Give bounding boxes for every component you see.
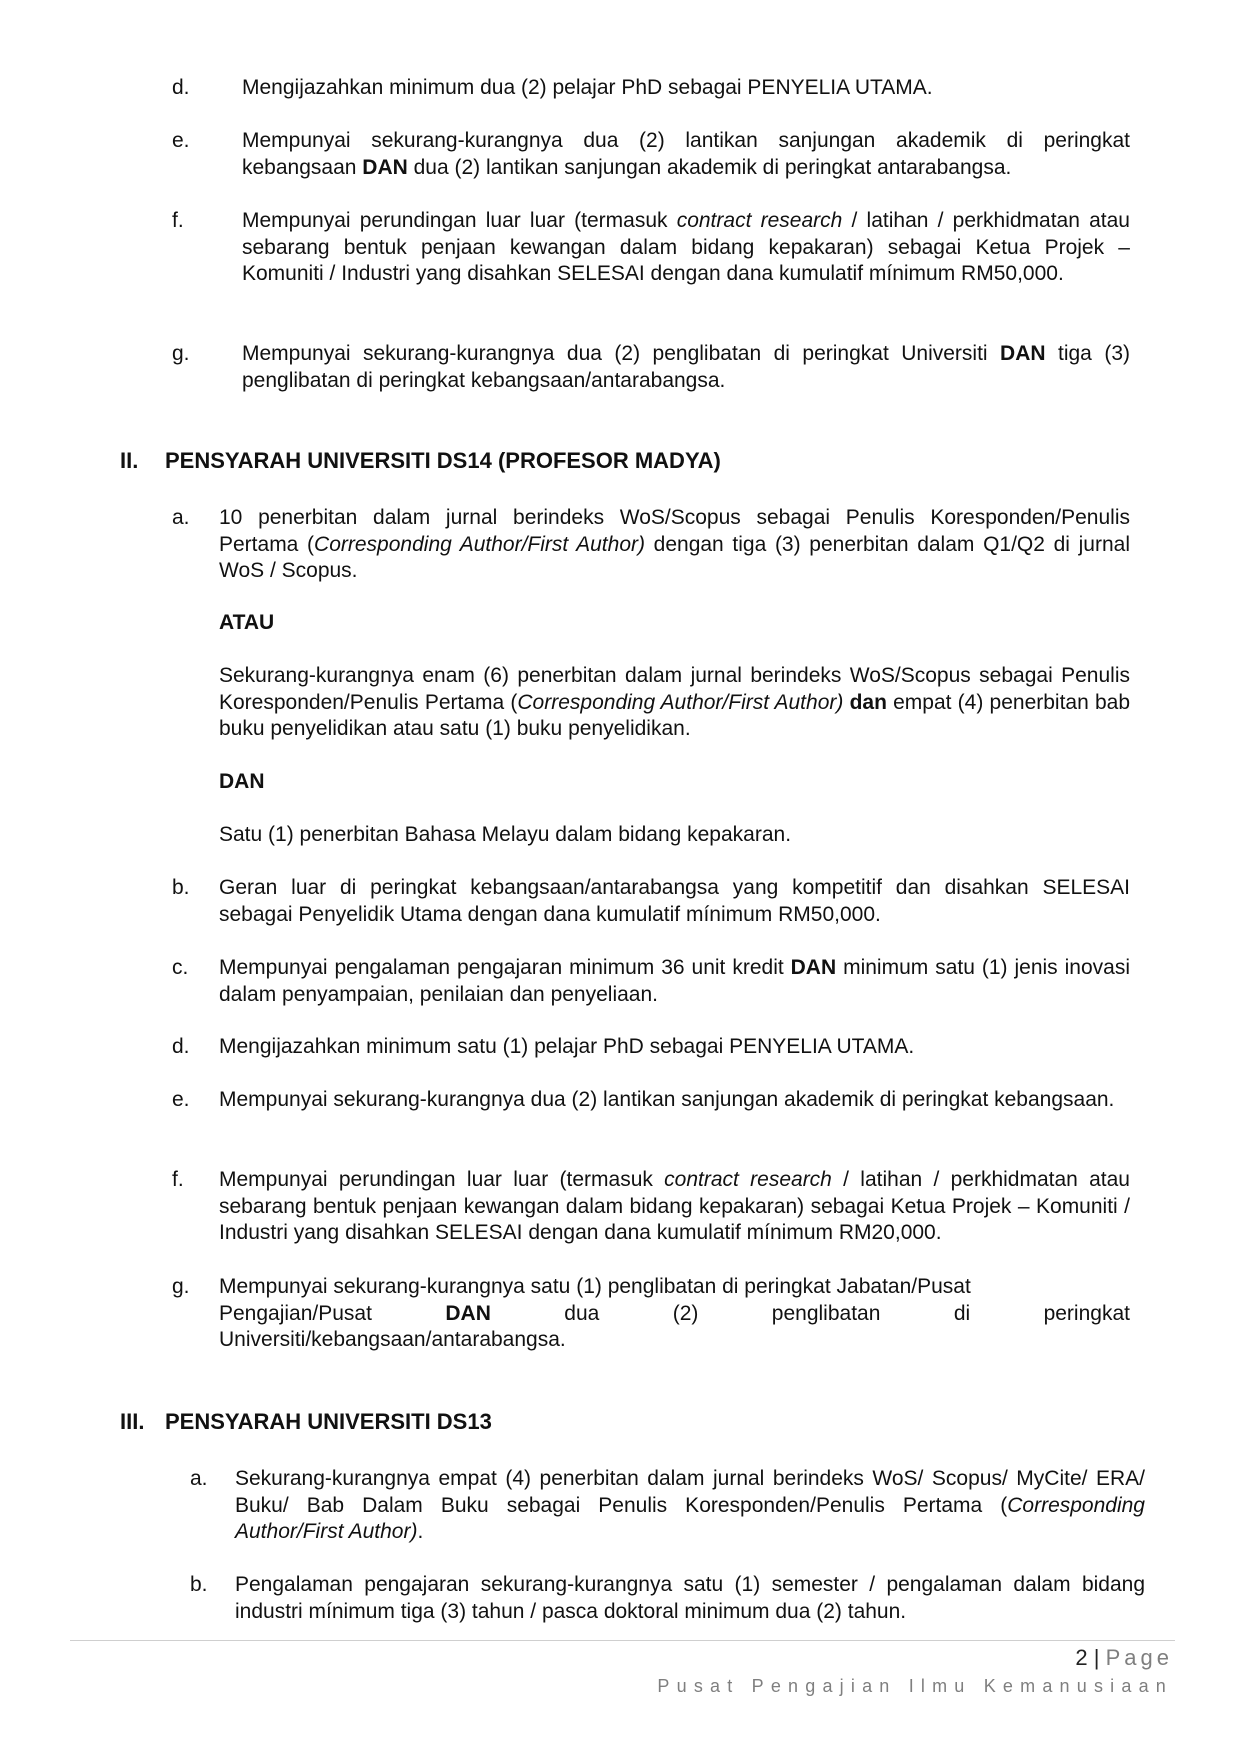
item-text: 10 penerbitan dalam jurnal berindeks WoS/Scopus sebagai Penulis Koresponden/Penulis Pertama (Corresponding Author/First Author) dengan tiga (3) penerbitan dalam Q1/Q2 di jurnal WoS / Scopus. [219, 506, 1130, 582]
item-line: Universiti/kebangsaan/antarabangsa. [219, 1328, 566, 1351]
section-number: III. [120, 1409, 145, 1434]
item-text: Sekurang-kurangnya empat (4) penerbitan dalam jurnal berindeks WoS/ Scopus/ MyCite/ ERA/ Buku/ Bab Dalam Buku sebagai Penulis Koresponden/Penulis Pertama (Corresponding Author/First Author). [235, 1467, 1145, 1543]
item-text: Geran luar di peringkat kebangsaan/antarabangsa yang kompetitif dan disahkan SELESAI sebagai Penyelidik Utama dengan dana kumulatif mínimum RM50,000. [219, 876, 1130, 926]
item-marker: e. [172, 129, 190, 152]
footer-divider [70, 1640, 1175, 1641]
item-text: Satu (1) penerbitan Bahasa Melayu dalam bidang kepakaran. [219, 823, 792, 846]
item-text: Mempunyai sekurang-kurangnya dua (2) lantikan sanjungan akademik di peringkat kebangsaan. [219, 1088, 1115, 1111]
item-text: Mempunyai sekurang-kurangnya dua (2) penglibatan di peringkat Universiti DAN tiga (3) penglibatan di peringkat kebangsaan/antarabangsa. [242, 342, 1130, 392]
footer-center-name: Pusat Pengajian Ilmu Kemanusiaan [657, 1676, 1173, 1696]
item-marker: b. [172, 876, 190, 899]
section-number: II. [120, 448, 139, 473]
item-marker: d. [172, 1035, 190, 1058]
item-marker: g. [172, 342, 190, 365]
item-marker: d. [172, 76, 190, 99]
item-text: Mempunyai perundingan luar luar (termasuk contract research / latihan / perkhidmatan atau sebarang bentuk penjaan kewangan dalam bidang kepakaran) sebagai Ketua Projek – Komuniti / Industri yang disahkan SELESAI dengan dana kumulatif mínimum RM20,000. [219, 1168, 1130, 1244]
item-text: Mempunyai perundingan luar luar (termasuk contract research / latihan / perkhidmatan atau sebarang bentuk penjaan kewangan dalam bidang kepakaran) sebagai Ketua Projek – Komuniti / Industri yang disahkan SELESAI dengan dana kumulatif mínimum RM50,000. [242, 209, 1130, 285]
item-marker: a. [172, 506, 190, 529]
connector-dan: DAN [219, 770, 265, 793]
item-marker: f. [172, 209, 184, 232]
page-number: 2 | Page [1075, 1645, 1173, 1670]
item-marker: c. [172, 956, 189, 979]
connector-atau: ATAU [219, 611, 275, 634]
item-text: Mengijazahkan minimum dua (2) pelajar PhD sebagai PENYELIA UTAMA. [242, 76, 933, 99]
item-text: Sekurang-kurangnya enam (6) penerbitan dalam jurnal berindeks WoS/Scopus sebagai Penulis Koresponden/Penulis Pertama (Corresponding Author/First Author) dan empat (4) penerbitan bab buku penyelidikan atau satu (1) buku penyelidikan. [219, 664, 1131, 740]
section-heading [120, 1409, 1020, 1435]
item-marker: a. [190, 1467, 208, 1490]
item-marker: e. [172, 1088, 190, 1111]
item-text: Mengijazahkan minimum satu (1) pelajar PhD sebagai PENYELIA UTAMA. [219, 1035, 915, 1058]
item-text: Mempunyai sekurang-kurangnya dua (2) lantikan sanjungan akademik di peringkat kebangsaan DAN dua (2) lantikan sanjungan akademik di peringkat antarabangsa. [242, 129, 1130, 179]
section-title: PENSYARAH UNIVERSITI DS13 [165, 1409, 492, 1434]
item-marker: b. [190, 1573, 208, 1596]
section-heading [120, 448, 1020, 474]
item-text [219, 1274, 1130, 1354]
item-text: Mempunyai pengalaman pengajaran minimum 36 unit kredit DAN minimum satu (1) jenis inovasi dalam penyampaian, penilaian dan penyeliaan. [219, 956, 1130, 1006]
item-marker: f. [172, 1168, 184, 1191]
item-line: Mempunyai sekurang-kurangnya satu (1) penglibatan di peringkat Jabatan/Pusat [219, 1275, 971, 1298]
item-text: Pengalaman pengajaran sekurang-kurangnya satu (1) semester / pengalaman dalam bidang industri mínimum tiga (3) tahun / pasca doktoral minimum dua (2) tahun. [235, 1573, 1145, 1623]
section-title: PENSYARAH UNIVERSITI DS14 (PROFESOR MADYA) [165, 448, 721, 473]
item-marker: g. [172, 1275, 190, 1298]
item-line-spread: Pengajian/Pusat DAN dua (2) penglibatan di peringkat [219, 1301, 1130, 1325]
